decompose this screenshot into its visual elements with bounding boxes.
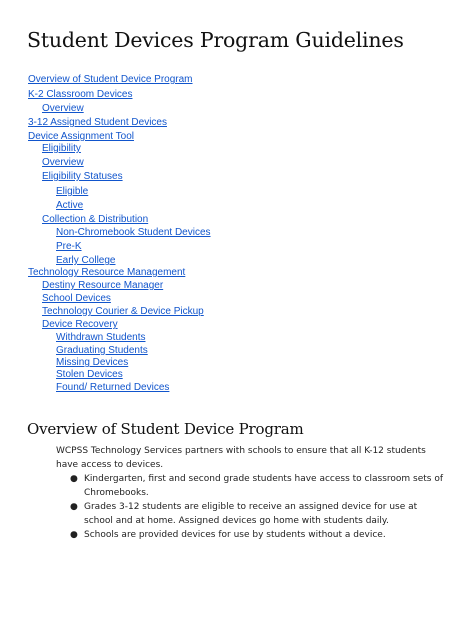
toc-link[interactable]: Technology Courier & Device Pickup [42, 306, 204, 317]
toc-link[interactable]: Technology Resource Management [28, 267, 186, 278]
bullet-list [56, 472, 448, 542]
toc-link[interactable]: Withdrawn Students [56, 332, 146, 343]
toc-link[interactable]: Eligibility [42, 143, 81, 154]
toc-link[interactable]: Eligible [56, 186, 89, 197]
toc-link[interactable]: Missing Devices [56, 357, 129, 368]
toc-link[interactable]: Active [56, 200, 84, 211]
toc-link[interactable]: Overview [42, 103, 84, 114]
toc-link[interactable]: Graduating Students [56, 345, 148, 356]
list-item [56, 472, 448, 500]
toc-link[interactable]: Device Assignment Tool [28, 131, 134, 142]
section-paragraph: WCPSS Technology Services partners with schools to ensure that all K-12 students have access to devices. [56, 446, 426, 470]
list-item-text: Kindergarten, first and second grade students have access to classroom sets of Chromebooks. [84, 474, 444, 498]
toc-link[interactable]: Device Recovery [42, 319, 118, 330]
list-item [56, 500, 448, 528]
document-title: Student Devices Program Guidelines [27, 28, 404, 52]
bullet-icon: ● [70, 474, 78, 484]
toc-link[interactable]: Stolen Devices [56, 369, 123, 380]
list-item [56, 528, 448, 542]
toc-link[interactable]: School Devices [42, 293, 111, 304]
list-item-text: Grades 3-12 students are eligible to receive an assigned device for use at school and at home. Assigned devices go home with students daily. [84, 502, 418, 526]
bullet-icon: ● [70, 502, 78, 512]
toc-link[interactable]: Pre-K [56, 241, 82, 252]
toc-link[interactable]: Non-Chromebook Student Devices [56, 227, 211, 238]
toc-link[interactable]: Overview [42, 157, 84, 168]
toc-link[interactable]: Eligibility Statuses [42, 171, 123, 182]
list-item-text: Schools are provided devices for use by students without a device. [84, 530, 386, 540]
toc-link[interactable]: Destiny Resource Manager [42, 280, 164, 291]
toc-link[interactable]: Overview of Student Device Program [28, 74, 193, 85]
toc-link[interactable]: K-2 Classroom Devices [28, 89, 133, 100]
bullet-icon: ● [70, 530, 78, 540]
toc-link[interactable]: Found/ Returned Devices [56, 382, 170, 393]
toc-link[interactable]: Early College [56, 255, 116, 266]
toc-link[interactable]: 3-12 Assigned Student Devices [28, 117, 167, 128]
section-heading: Overview of Student Device Program [27, 420, 304, 438]
toc-link[interactable]: Collection & Distribution [42, 214, 149, 225]
